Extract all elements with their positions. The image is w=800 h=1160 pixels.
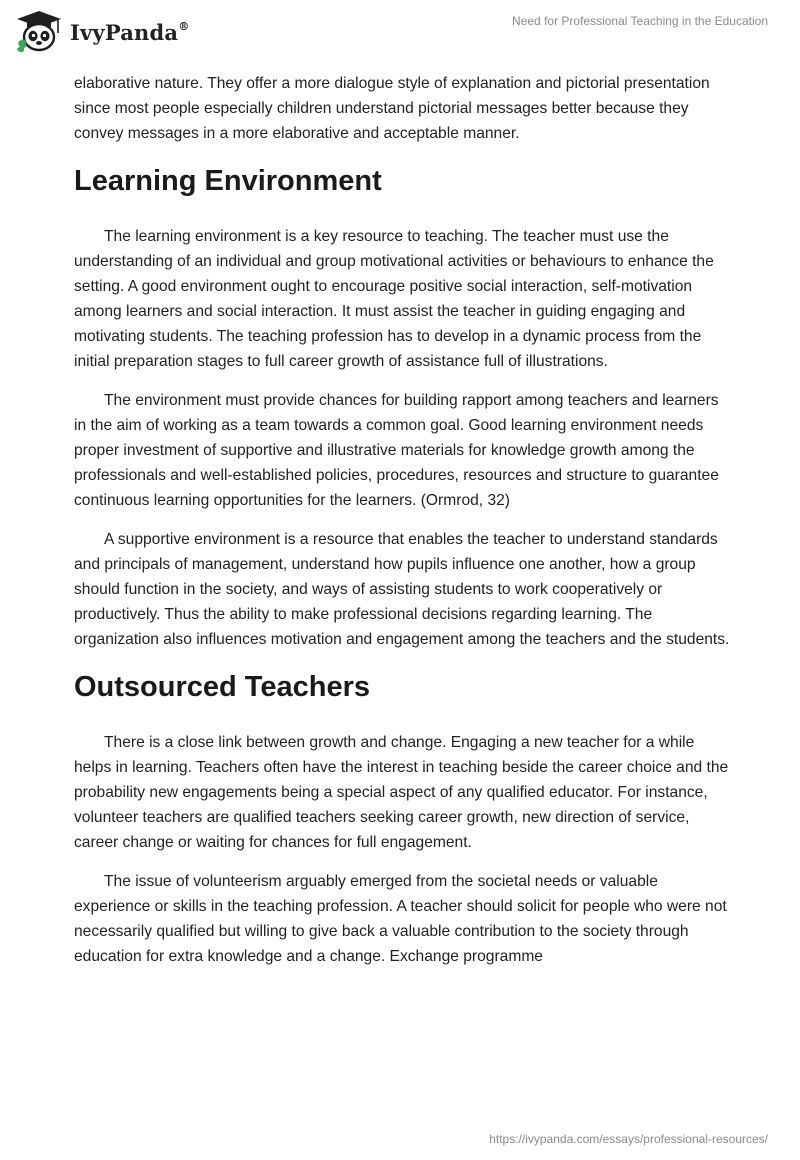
paragraph: There is a close link between growth and change. Engaging a new teacher for a while helps in learning. Teachers often have the interest in teaching beside the career choice and the probability new engagements being a special aspect of any qualified educator. For instance, volunteer teachers are qualified teachers seeking career growth, new direction of service, career change or waiting for chances for full engagement.	[74, 734, 729, 851]
paragraph: The issue of volunteerism arguably emerged from the societal needs or valuable experience or skills in the teaching profession. A teacher should solicit for people who were not necessarily qualified but willing to give back a valuable contribution to the society through education for extra knowledge and a change. Exchange programme	[74, 873, 727, 965]
panda-graduate-icon	[14, 9, 64, 53]
paragraph: The environment must provide chances for building rapport among teachers and learners in the aim of working as a team towards a common goal. Good learning environment needs proper investment of supportive and illustrative materials for knowledge growth among the professionals and well-established policies, procedures, resources and structure to guarantee continuous learning opportunities for the learners. (Ormrod, 32)	[74, 392, 719, 509]
document-title: Need for Professional Teaching in the Education	[512, 14, 768, 28]
paragraph: The learning environment is a key resource to teaching. The teacher must use the understanding of an individual and group motivational activities or behaviours to enhance the setting. A good environment ought to encourage positive social interaction, self-motivation among learners and social interaction. It must assist the teacher in guiding engaging and motivating students. The teaching profession has to develop in a dynamic process from the initial preparation stages to full career growth of assistance full of illustrations.	[74, 228, 714, 370]
logo-text: IvyPanda®	[70, 19, 190, 45]
intro-paragraph: elaborative nature. They offer a more dialogue style of explanation and pictorial presentation since most people especially children understand pictorial messages better because they convey messages in a more elaborative and acceptable manner.	[74, 75, 710, 142]
paragraph: A supportive environment is a resource that enables the teacher to understand standards and principals of management, understand how pupils influence one another, how a group should function in the society, and ways of assisting students to work cooperatively or productively. Thus the ability to make professional decisions regarding learning. The organization also influences motivation and engagement among the teachers and the students.	[74, 531, 730, 648]
section-heading-learning-environment: Learning Environment	[74, 165, 382, 197]
section-heading-outsourced-teachers: Outsourced Teachers	[74, 671, 371, 703]
source-url[interactable]: https://ivypanda.com/essays/professional-resources/	[489, 1132, 768, 1146]
essay-body	[74, 71, 734, 983]
ivypanda-logo[interactable]	[14, 8, 189, 54]
page-header	[0, 0, 800, 64]
